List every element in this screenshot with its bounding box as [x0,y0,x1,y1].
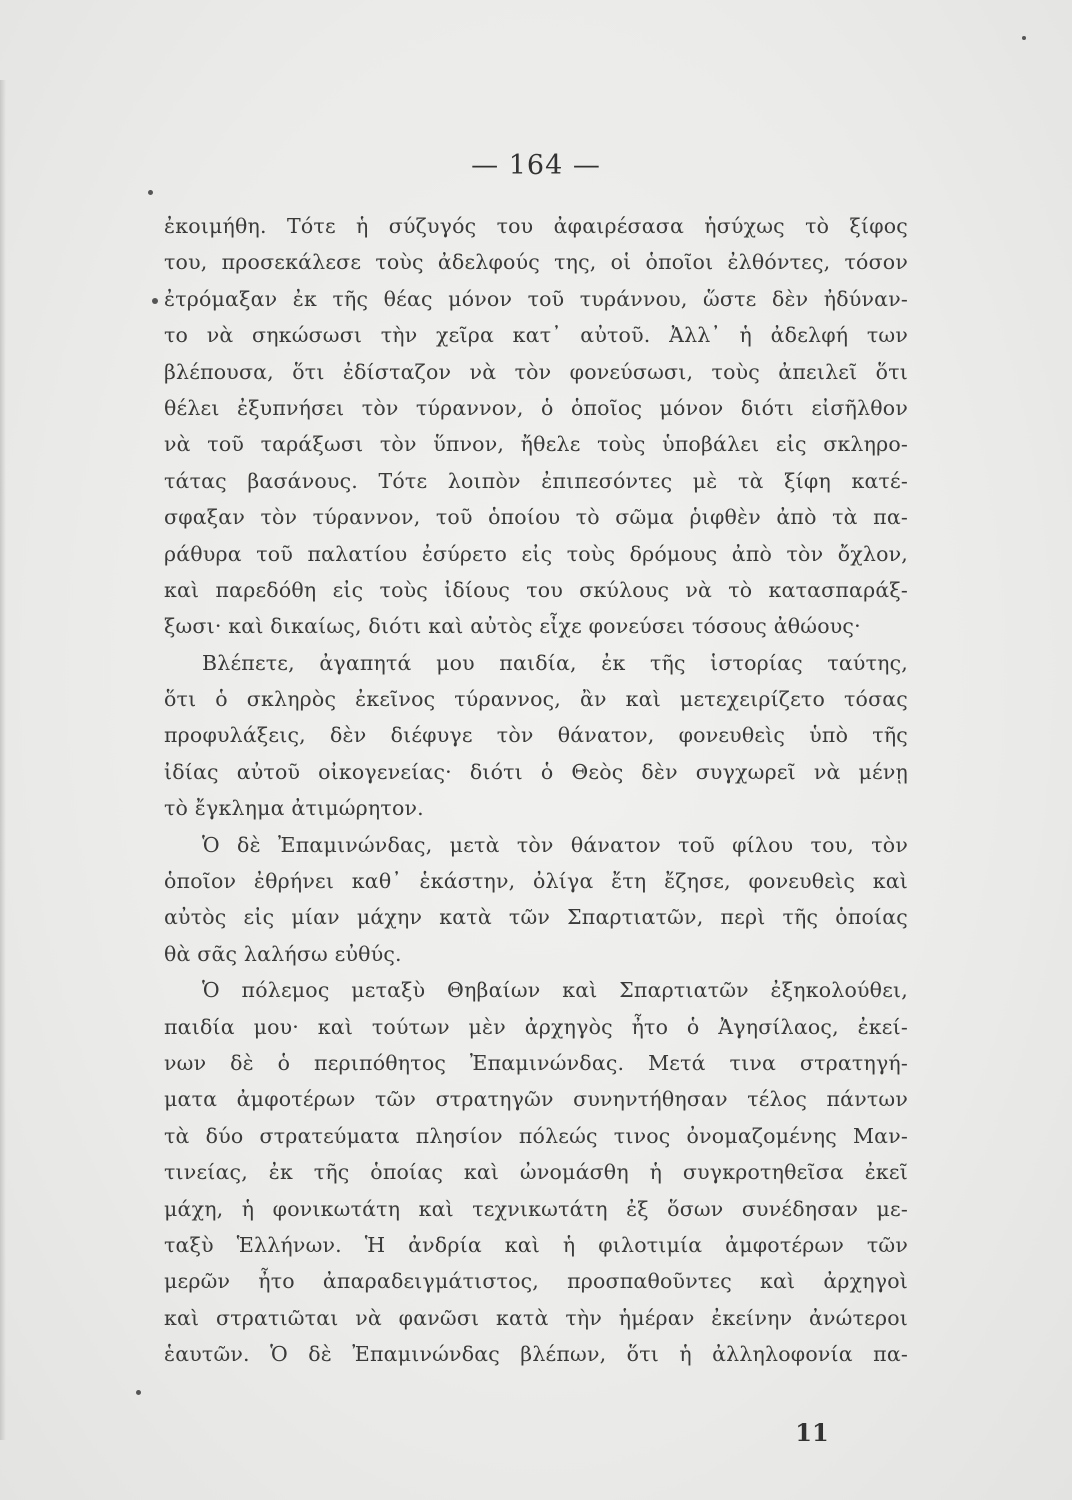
text-line: ἰδίας αὐτοῦ οἰκογενείας· διότι ὁ Θεὸς δὲν συγχωρεῖ νὰ μένῃ [164,759,908,784]
text-line: μάχη, ἡ φονικωτάτη καὶ τεχνικωτάτη ἐξ ὅσων συνέδησαν με- [164,1196,908,1221]
body-text [164,208,908,1373]
paragraph-start-line: Ὁ δὲ Ἐπαμινώνδας, μετὰ τὸν θάνατον τοῦ φίλου του, τὸν [202,832,908,857]
text-line: του, προσεκάλεσε τοὺς ἀδελφούς της, οἱ ὁποῖοι ἐλθόντες, τόσον [164,250,908,275]
page-number-header: — 164 — [471,150,601,181]
text-line: το νὰ σηκώσωσι τὴν χεῖρα κατ᾽ αὐτοῦ. Ἀλλ᾽ ἡ ἀδελφή των [164,323,908,348]
text-line: καὶ παρεδόθη εἰς τοὺς ἰδίους του σκύλους νὰ τὸ κατασπαράξ- [164,577,908,602]
ink-speck [148,190,153,195]
text-line: ματα ἀμφοτέρων τῶν στρατηγῶν συνηντήθησαν τέλος πάντων [164,1087,908,1112]
text-line: ράθυρα τοῦ παλατίου ἐσύρετο εἰς τοὺς δρόμους ἀπὸ τὸν ὄχλον, [164,541,908,566]
text-line: ξωσι· καὶ δικαίως, διότι καὶ αὐτὸς εἶχε φονεύσει τόσους ἀθώους· [164,614,861,639]
text-line: μερῶν ἦτο ἀπαραδειγμάτιστος, προσπαθοῦντες καὶ ἀρχηγοὶ [164,1269,908,1294]
text-line: ὅτι ὁ σκληρὸς ἐκεῖνος τύραννος, ἂν καὶ μετεχειρίζετο τόσας [164,687,908,712]
text-line: καὶ στρατιῶται νὰ φανῶσι κατὰ τὴν ἡμέραν ἐκείνην ἀνώτεροι [164,1305,908,1330]
text-line: θὰ σᾶς λαλήσω εὐθύς. [164,941,402,966]
text-line: σφαξαν τὸν τύραννον, τοῦ ὁποίου τὸ σῶμα ῥιφθὲν ἀπὸ τὰ πα- [164,505,908,530]
text-line: ταξὺ Ἑλλήνων. Ἡ ἀνδρία καὶ ἡ φιλοτιμία ἀμφοτέρων τῶν [164,1232,908,1257]
text-line: τὰ δύο στρατεύματα πλησίον πόλεώς τινος ὀνομαζομένης Μαν- [164,1123,908,1148]
paragraph-start-line: Βλέπετε, ἀγαπητά μου παιδία, ἐκ τῆς ἱστορίας ταύτης, [202,650,908,675]
text-line: ἐτρόμαξαν ἐκ τῆς θέας μόνον τοῦ τυράννου, ὥστε δὲν ἠδύναν- [164,286,908,311]
text-line: νων δὲ ὁ περιπόθητος Ἐπαμινώνδας. Μετά τινα στρατηγή- [164,1050,908,1075]
ink-speck [1022,36,1026,40]
text-line: τινείας, ἐκ τῆς ὁποίας καὶ ὠνομάσθη ἡ συγκροτηθεῖσα ἐκεῖ [164,1160,908,1185]
text-line: ἐκοιμήθη. Τότε ἡ σύζυγός του ἀφαιρέσασα ἡσύχως τὸ ξίφος [164,214,908,238]
text-line: παιδία μου· καὶ τούτων μὲν ἀρχηγὸς ἦτο ὁ Ἀγησίλαος, ἐκεί- [164,1014,908,1039]
page-edge-shadow [0,80,6,1440]
ink-speck [136,1390,141,1395]
text-line: νὰ τοῦ ταράξωσι τὸν ὕπνον, ἤθελε τοὺς ὑποβάλει εἰς σκληρο- [164,432,908,457]
text-line: προφυλάξεις, δὲν διέφυγε τὸν θάνατον, φονευθεὶς ὑπὸ τῆς [164,723,908,748]
paragraph-start-line: Ὁ πόλεμος μεταξὺ Θηβαίων καὶ Σπαρτιατῶν ἐξηκολούθει, [202,978,908,1003]
text-line: τάτας βασάνους. Τότε λοιπὸν ἐπιπεσόντες μὲ τὰ ξίφη κατέ- [164,468,908,493]
ink-speck [152,298,158,304]
text-line: αὐτὸς εἰς μίαν μάχην κατὰ τῶν Σπαρτιατῶν, περὶ τῆς ὁποίας [164,905,908,930]
text-line: βλέπουσα, ὅτι ἐδίσταζον νὰ τὸν φονεύσωσι, τοὺς ἀπειλεῖ ὅτι [164,359,908,384]
signature-mark: 11 [795,1418,829,1447]
text-line: θέλει ἐξυπνήσει τὸν τύραννον, ὁ ὁποῖος μόνον διότι εἰσῆλθον [164,395,908,420]
text-line: ἑαυτῶν. Ὁ δὲ Ἐπαμινώνδας βλέπων, ὅτι ἡ ἀλληλοφονία πα- [164,1342,908,1367]
text-line: ὁποῖον ἐθρήνει καθ᾽ ἑκάστην, ὀλίγα ἔτη ἔζησε, φονευθεὶς καὶ [164,869,908,894]
text-line: τὸ ἔγκλημα ἀτιμώρητον. [164,796,424,821]
